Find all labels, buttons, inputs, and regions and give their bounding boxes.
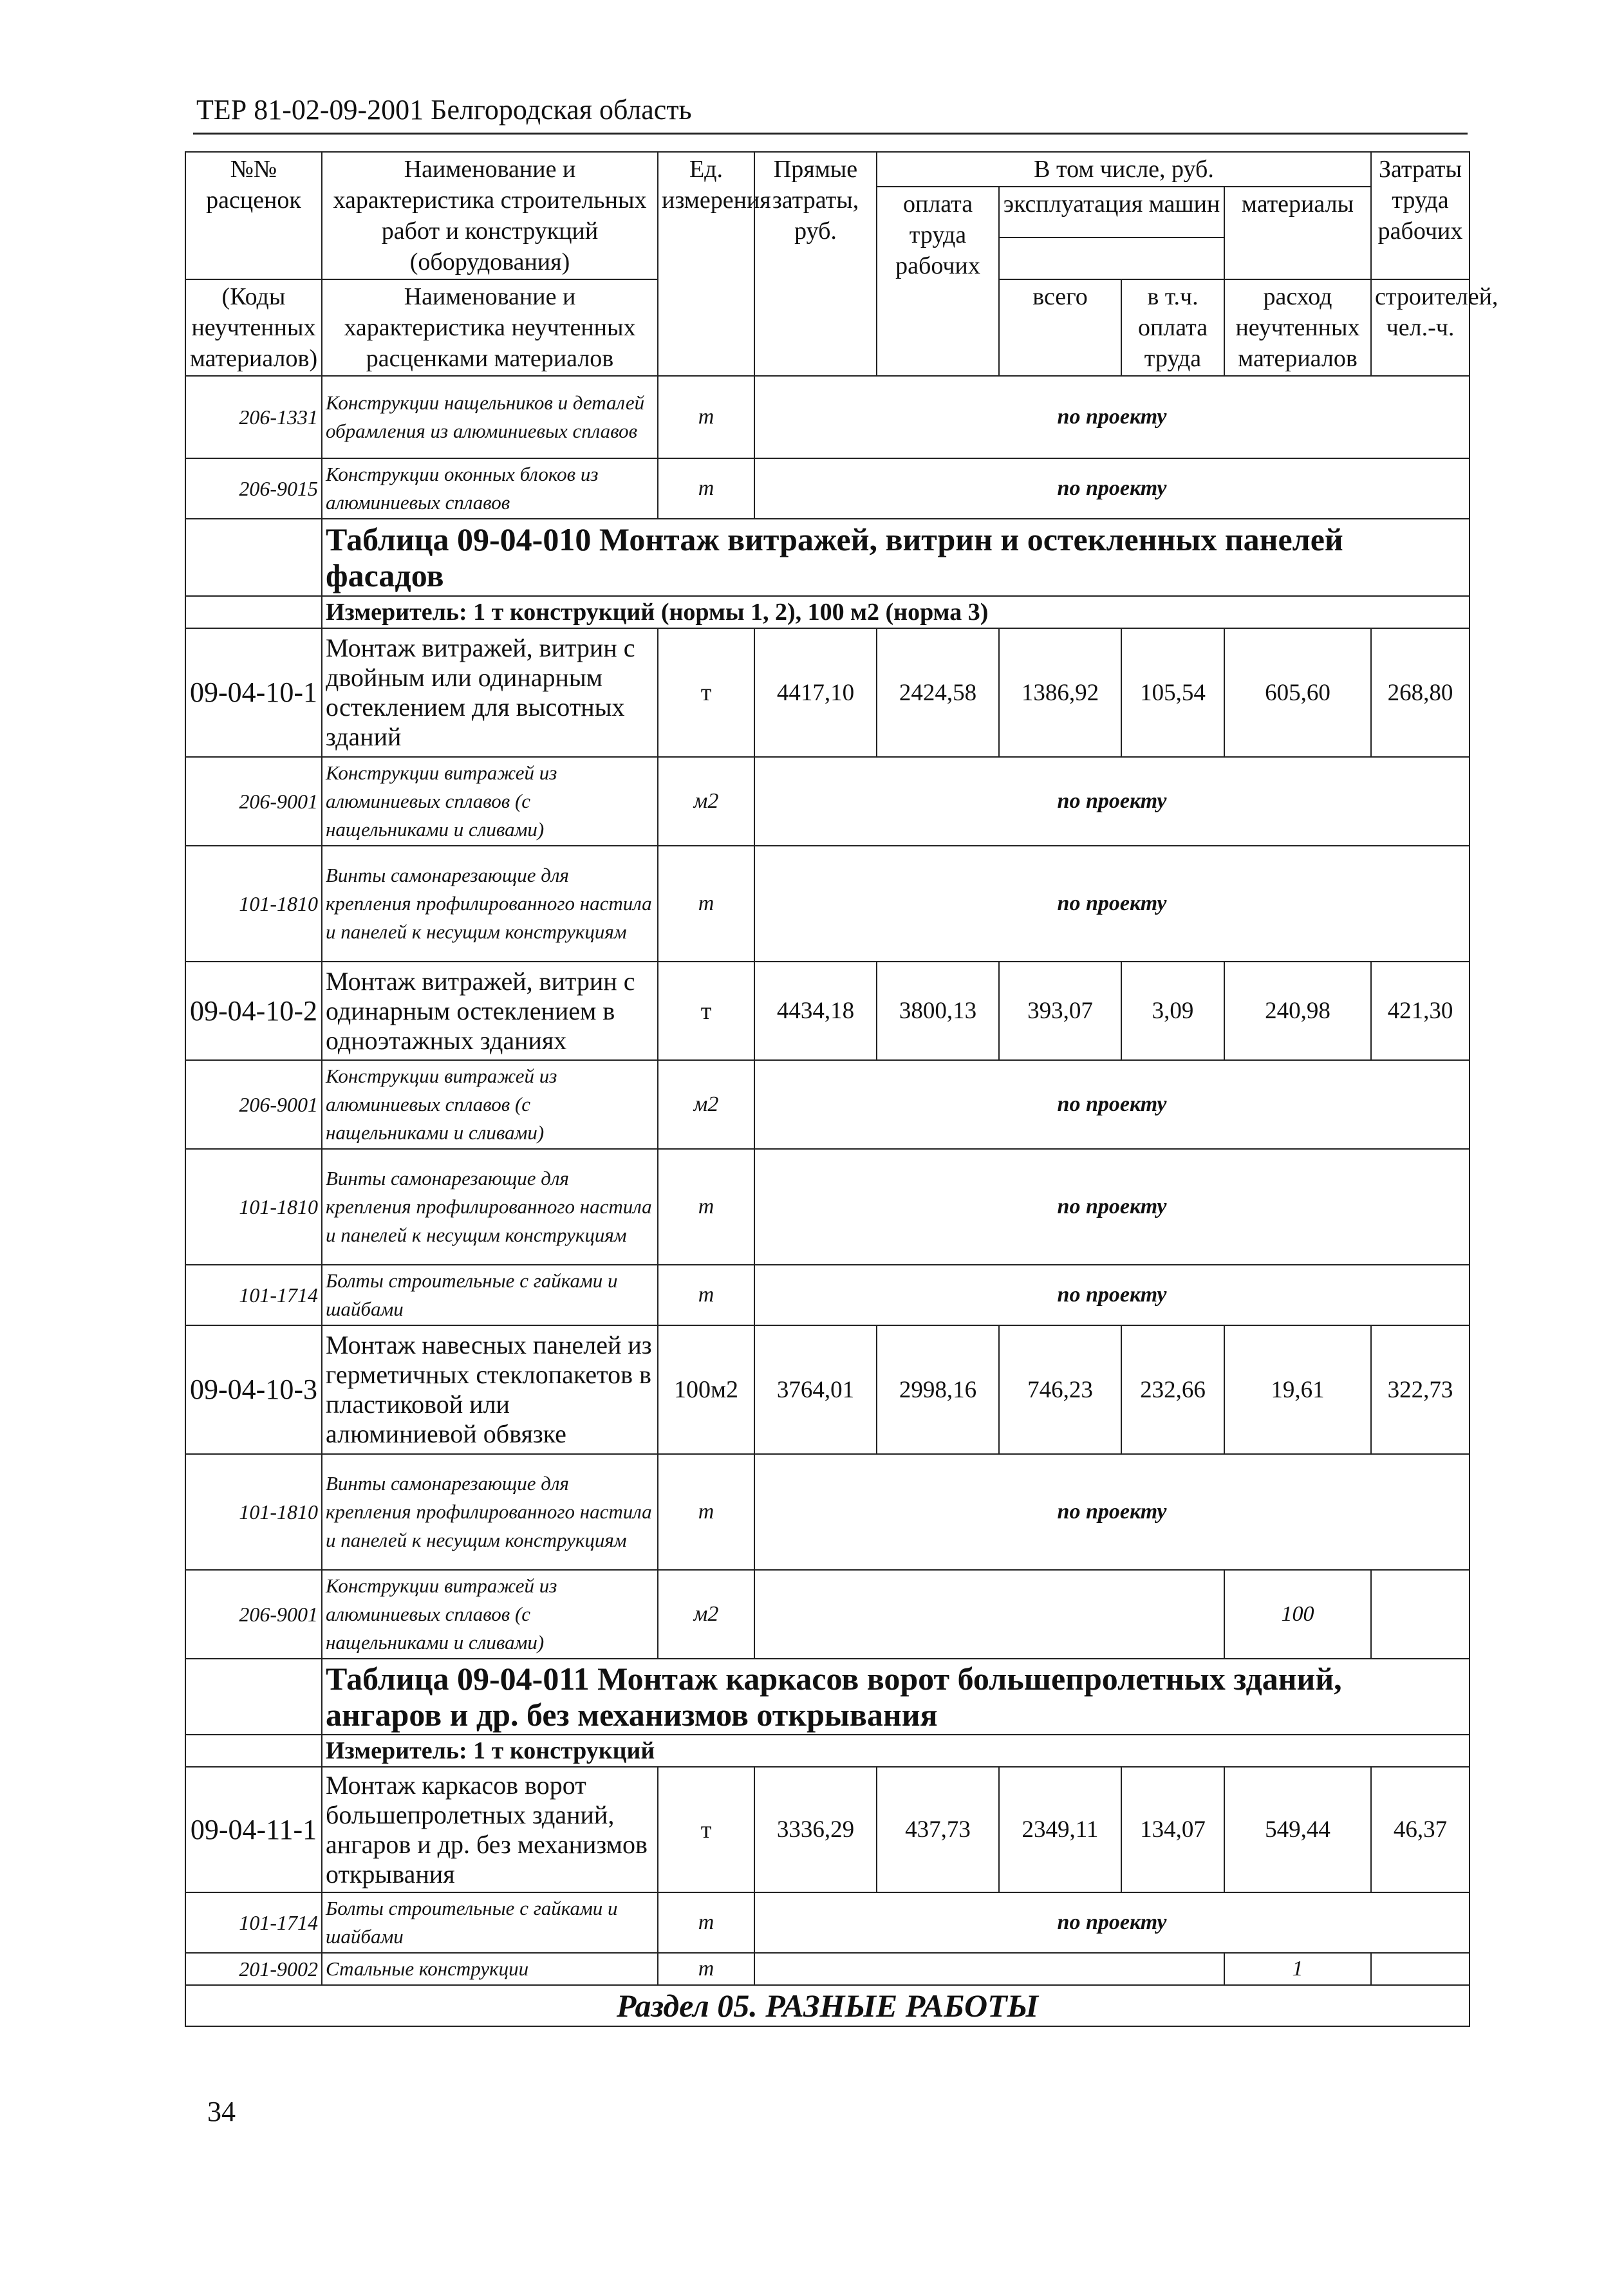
material-code: 101-1810 <box>185 846 322 962</box>
norm-name: Монтаж витражей, витрин с двойным или одинарным остеклением для высотных зданий <box>322 628 658 757</box>
rates-table <box>185 151 1498 2027</box>
material-unit: т <box>658 458 754 519</box>
norm-name: Монтаж каркасов ворот большепролетных зданий, ангаров и др. без механизмов открывания <box>322 1767 658 1892</box>
norm-code: 09-04-10-3 <box>185 1325 322 1454</box>
header-rule <box>193 133 1468 135</box>
norm-labor-pay: 2424,58 <box>877 628 999 757</box>
norm-machines-labor: 3,09 <box>1121 962 1224 1060</box>
material-row <box>185 1570 1470 1659</box>
material-code: 101-1810 <box>185 1454 322 1570</box>
table-010-measure: Измеритель: 1 т конструкций (нормы 1, 2), 100 м2 (норма 3) <box>322 596 1470 628</box>
norm-code: 09-04-11-1 <box>185 1767 322 1892</box>
material-row <box>185 1953 1470 1985</box>
header-machines-labor: в т.ч. оплата труда <box>1121 279 1224 376</box>
norm-direct: 4417,10 <box>754 628 877 757</box>
header-machines-spacer <box>999 238 1224 279</box>
material-note: по проекту <box>754 1060 1470 1149</box>
material-note: по проекту <box>754 458 1470 519</box>
measure-spacer <box>185 596 322 628</box>
table-011-title: Таблица 09-04-011 Монтаж каркасов ворот большепролетных зданий, ангаров и др. без механизмов открывания <box>322 1659 1470 1735</box>
header-code: №№ расценок <box>185 152 322 279</box>
norm-unit: 100м2 <box>658 1325 754 1454</box>
material-code: 201-9002 <box>185 1953 322 1985</box>
norm-labor-cost: 46,37 <box>1371 1767 1470 1892</box>
header-name: Наименование и характеристика строительных работ и конструкций (оборудования) <box>322 152 658 279</box>
page-header: ТЕР 81-02-09-2001 Белгородская область <box>196 94 692 126</box>
material-name: Конструкции нащельников и деталей обрамления из алюминиевых сплавов <box>322 376 658 458</box>
table-011-measure: Измеритель: 1 т конструкций <box>322 1735 1470 1767</box>
norm-machines-labor: 134,07 <box>1121 1767 1224 1892</box>
header-labor-pay: оплата труда рабочих <box>877 187 999 376</box>
material-code: 206-1331 <box>185 376 322 458</box>
material-code: 206-9001 <box>185 1060 322 1149</box>
material-row <box>185 1454 1470 1570</box>
norm-unit: т <box>658 962 754 1060</box>
norm-machines: 2349,11 <box>999 1767 1121 1892</box>
material-name: Конструкции витражей из алюминиевых сплавов (с нащельниками и сливами) <box>322 1060 658 1149</box>
measure-spacer <box>185 1735 322 1767</box>
norm-labor-pay: 3800,13 <box>877 962 999 1060</box>
material-empty <box>1371 1570 1470 1659</box>
page-number: 34 <box>207 2096 236 2127</box>
norm-labor-cost: 268,80 <box>1371 628 1470 757</box>
material-name: Винты самонарезающие для крепления профилированного настила и панелей к несущим конструкциям <box>322 1149 658 1265</box>
material-row <box>185 757 1470 846</box>
material-note: по проекту <box>754 846 1470 962</box>
header-labor-cost-b: строителей, чел.-ч. <box>1371 279 1470 376</box>
header-incl: В том числе, руб. <box>877 152 1371 187</box>
norm-machines: 1386,92 <box>999 628 1121 757</box>
norm-machines-labor: 232,66 <box>1121 1325 1224 1454</box>
material-row <box>185 1892 1470 1953</box>
material-code: 206-9015 <box>185 458 322 519</box>
material-code: 101-1714 <box>185 1265 322 1325</box>
material-name: Конструкции витражей из алюминиевых сплавов (с нащельниками и сливами) <box>322 1570 658 1659</box>
material-name: Болты строительные с гайками и шайбами <box>322 1265 658 1325</box>
material-name: Винты самонарезающие для крепления профилированного настила и панелей к несущим конструкциям <box>322 846 658 962</box>
material-name: Конструкции оконных блоков из алюминиевых сплавов <box>322 458 658 519</box>
material-note: по проекту <box>754 1454 1470 1570</box>
material-empty <box>754 1953 1224 1985</box>
header-materials-mat: расход неучтенных материалов <box>1224 279 1371 376</box>
material-name: Болты строительные с гайками и шайбами <box>322 1892 658 1953</box>
header-machines: эксплуатация машин <box>999 187 1224 238</box>
norm-materials: 19,61 <box>1224 1325 1371 1454</box>
material-empty <box>1371 1953 1470 1985</box>
norm-direct: 3764,01 <box>754 1325 877 1454</box>
header-machines-total: всего <box>999 279 1121 376</box>
norm-row <box>185 1325 1470 1454</box>
header-direct: Прямые затраты, руб. <box>754 152 877 376</box>
title-spacer <box>185 1659 322 1735</box>
material-qty: 100 <box>1224 1570 1371 1659</box>
material-note: по проекту <box>754 1149 1470 1265</box>
norm-row <box>185 962 1470 1060</box>
material-unit: т <box>658 1953 754 1985</box>
norm-labor-pay: 2998,16 <box>877 1325 999 1454</box>
material-code: 101-1714 <box>185 1892 322 1953</box>
material-note: по проекту <box>754 757 1470 846</box>
material-code: 101-1810 <box>185 1149 322 1265</box>
material-unit: т <box>658 376 754 458</box>
material-empty <box>754 1570 1224 1659</box>
norm-row <box>185 628 1470 757</box>
norm-name: Монтаж навесных панелей из герметичных стеклопакетов в пластиковой или алюминиевой обвязке <box>322 1325 658 1454</box>
norm-machines: 393,07 <box>999 962 1121 1060</box>
norm-materials: 240,98 <box>1224 962 1371 1060</box>
material-qty: 1 <box>1224 1953 1371 1985</box>
header-labor-cost: Затраты труда рабочих <box>1371 152 1470 279</box>
norm-unit: т <box>658 1767 754 1892</box>
material-row <box>185 1149 1470 1265</box>
material-unit: т <box>658 1149 754 1265</box>
table-010-title: Таблица 09-04-010 Монтаж витражей, витрин и остекленных панелей фасадов <box>322 519 1470 596</box>
material-code: 206-9001 <box>185 1570 322 1659</box>
material-note: по проекту <box>754 1892 1470 1953</box>
norm-machines: 746,23 <box>999 1325 1121 1454</box>
material-code: 206-9001 <box>185 757 322 846</box>
norm-code: 09-04-10-1 <box>185 628 322 757</box>
material-unit: т <box>658 1454 754 1570</box>
material-row <box>185 1060 1470 1149</box>
norm-direct: 3336,29 <box>754 1767 877 1892</box>
material-unit: м2 <box>658 1060 754 1149</box>
material-unit: м2 <box>658 757 754 846</box>
material-row <box>185 458 1470 519</box>
material-note: по проекту <box>754 1265 1470 1325</box>
section-title: Раздел 05. РАЗНЫЕ РАБОТЫ <box>185 1985 1470 2026</box>
header-code-mat: (Коды неучтенных материалов) <box>185 279 322 376</box>
norm-labor-pay: 437,73 <box>877 1767 999 1892</box>
title-spacer <box>185 519 322 596</box>
norm-labor-cost: 322,73 <box>1371 1325 1470 1454</box>
material-name: Стальные конструкции <box>322 1953 658 1985</box>
header-unit: Ед. измерения <box>658 152 754 376</box>
header-name-mat: Наименование и характеристика неучтенных расценками материалов <box>322 279 658 376</box>
material-unit: м2 <box>658 1570 754 1659</box>
norm-unit: т <box>658 628 754 757</box>
norm-labor-cost: 421,30 <box>1371 962 1470 1060</box>
norm-materials: 549,44 <box>1224 1767 1371 1892</box>
material-unit: т <box>658 1892 754 1953</box>
material-row <box>185 846 1470 962</box>
material-unit: т <box>658 846 754 962</box>
material-note: по проекту <box>754 376 1470 458</box>
norm-row <box>185 1767 1470 1892</box>
material-name: Винты самонарезающие для крепления профилированного настила и панелей к несущим конструкциям <box>322 1454 658 1570</box>
norm-direct: 4434,18 <box>754 962 877 1060</box>
material-name: Конструкции витражей из алюминиевых сплавов (с нащельниками и сливами) <box>322 757 658 846</box>
norm-code: 09-04-10-2 <box>185 962 322 1060</box>
header-materials: материалы <box>1224 187 1371 279</box>
material-row <box>185 1265 1470 1325</box>
material-unit: т <box>658 1265 754 1325</box>
norm-name: Монтаж витражей, витрин с одинарным остеклением в одноэтажных зданиях <box>322 962 658 1060</box>
norm-materials: 605,60 <box>1224 628 1371 757</box>
norm-machines-labor: 105,54 <box>1121 628 1224 757</box>
material-row <box>185 376 1470 458</box>
